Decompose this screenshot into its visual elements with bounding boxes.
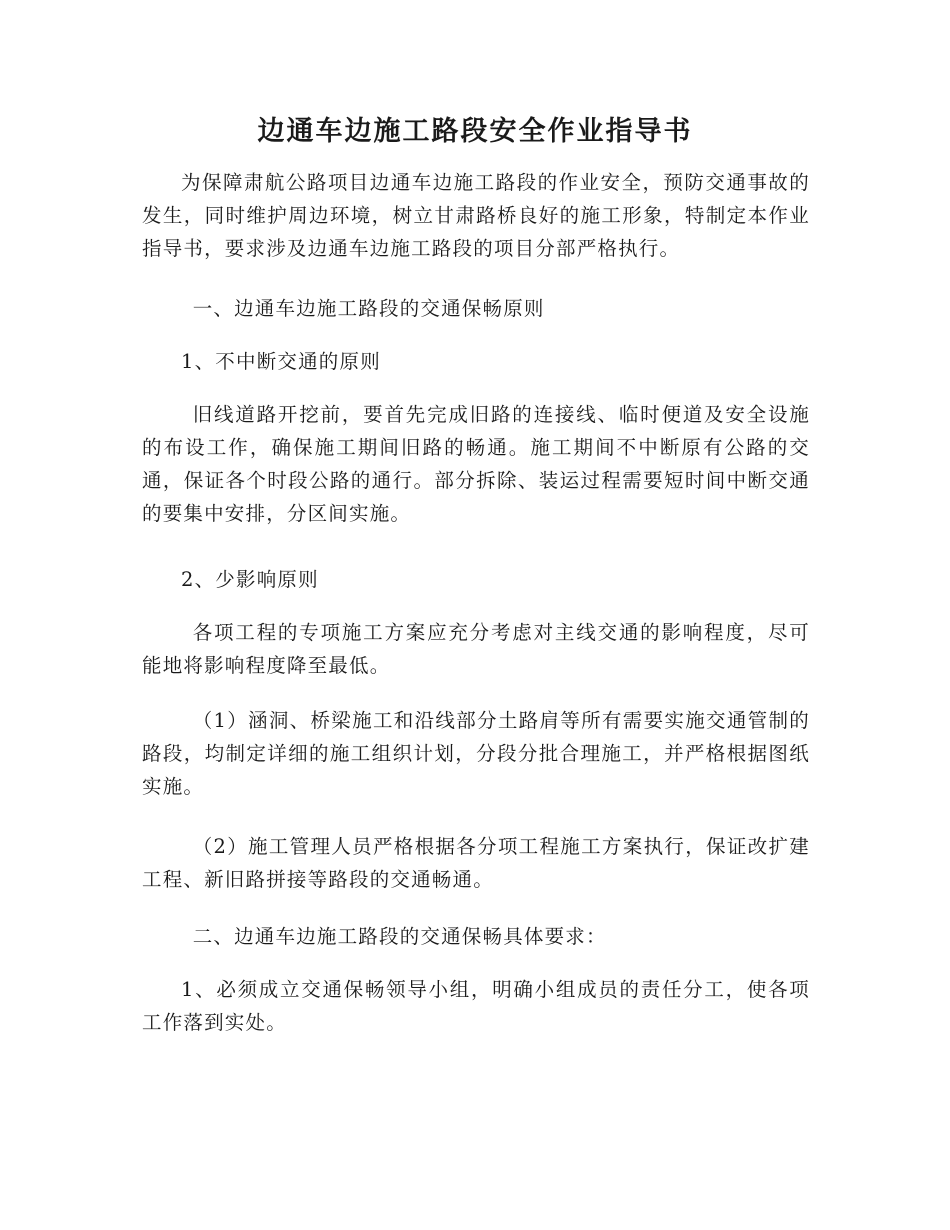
paragraph-no-interruption: 旧线道路开挖前，要首先完成旧路的连接线、临时便道及安全设施的布设工作，确保施工期间旧路的畅通。施工期间不中断原有公路的交通，保证各个时段公路的通行。部分拆除、装运过程需要短时间中断交通的要集中安排，分区间实施。 <box>142 403 810 525</box>
paragraph-less-impact: 各项工程的专项施工方案应充分考虑对主线交通的影响程度，尽可能地将影响程度降至最低。 <box>142 621 810 677</box>
subsection-heading-1-1: 1、不中断交通的原则 <box>181 350 381 373</box>
list-item-2: （2）施工管理人员严格根据各分项工程施工方案执行，保证改扩建工程、新旧路拼接等路段的交通畅通。 <box>142 835 810 891</box>
list-item-1: （1）涵洞、桥梁施工和沿线部分土路肩等所有需要实施交通管制的路段，均制定详细的施工组织计划，分段分批合理施工，并严格根据图纸实施。 <box>142 709 810 798</box>
section-heading-2: 二、边通车边施工路段的交通保畅具体要求： <box>192 925 607 948</box>
requirement-1: 1、必须成立交通保畅领导小组，明确小组成员的责任分工，使各项工作落到实处。 <box>142 978 810 1034</box>
intro-paragraph: 为保障肃航公路项目边通车边施工路段的作业安全，预防交通事故的发生，同时维护周边环境，树立甘肃路桥良好的施工形象，特制定本作业指导书，要求涉及边通车边施工路段的项目分部严格执行。 <box>142 171 810 260</box>
subsection-heading-1-2: 2、少影响原则 <box>181 568 319 591</box>
document-title: 边通车边施工路段安全作业指导书 <box>257 116 693 147</box>
section-heading-1: 一、边通车边施工路段的交通保畅原则 <box>192 297 545 320</box>
